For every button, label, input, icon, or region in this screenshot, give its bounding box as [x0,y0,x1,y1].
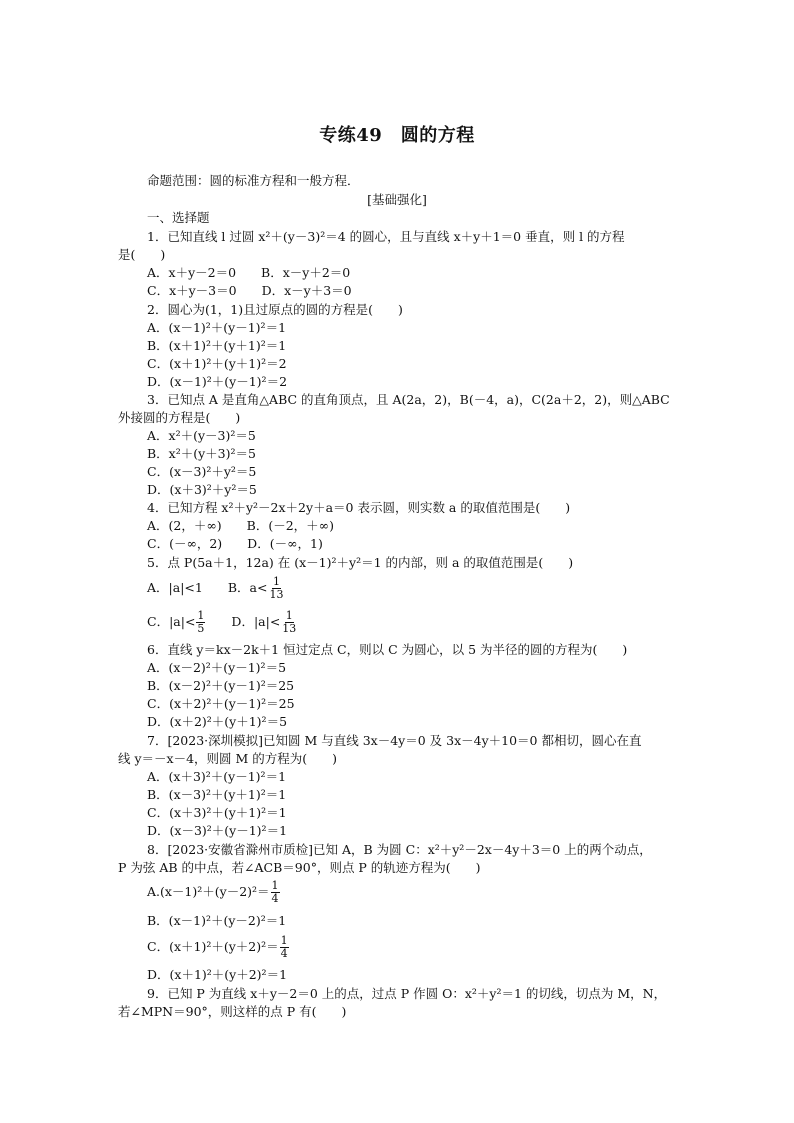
fraction-numerator: 1 [272,575,280,588]
fraction-1-4 [280,935,289,960]
fraction-1-13 [281,610,297,635]
q6-option-c: C．(x＋2)²＋(y－1)²＝25 [147,696,295,711]
fraction-denominator: 5 [197,622,205,635]
q7-option-a: A．(x＋3)²＋(y－1)²＝1 [147,769,287,784]
question-1-cont: 是( ) [118,247,166,262]
q3-option-c: C．(x－3)²＋y²＝5 [147,464,257,479]
q7-option-b: B．(x－3)²＋(y＋1)²＝1 [147,787,287,802]
fraction-denominator: 4 [280,947,288,960]
question-2: 2．圆心为(1，1)且过原点的圆的方程是( ) [147,302,403,317]
fraction-numerator: 1 [271,879,279,892]
question-8-cont: P 为弦 AB 的中点，若∠ACB＝90°，则点 P 的轨迹方程为( ) [118,860,481,875]
q3-option-d: D．(x＋3)²＋y²＝5 [147,482,257,497]
q4-options-cd: C．(－∞，2) D．(－∞，1) [147,536,323,551]
scope-line: 命题范围：圆的标准方程和一般方程． [147,173,360,188]
question-6: 6．直线 y＝kx－2k＋1 恒过定点 C，则以 C 为圆心，以 5 为半径的圆的方程为( ) [147,642,628,657]
question-3: 3．已知点 A 是直角△ABC 的直角顶点，且 A(2a，2)，B(－4，a)，C(2a＋2，2)，则△ABC [147,392,670,407]
q8-option-c-text: C．(x＋1)²＋(y＋2)²＝ [147,939,279,954]
q1-options-cd: C．x＋y－3＝0 D．x－y＋3＝0 [147,283,352,298]
q7-option-c: C．(x＋3)²＋(y＋1)²＝1 [147,805,287,820]
q6-option-d: D．(x＋2)²＋(y＋1)²＝5 [147,714,288,729]
question-1: 1．已知直线 l 过圆 x²＋(y－3)²＝4 的圆心，且与直线 x＋y＋1＝0 垂直，则 l 的方程 [147,229,625,244]
q5-option-d-text: D．|a|< [206,614,281,629]
q6-option-b: B．(x－2)²＋(y－1)²＝25 [147,678,295,693]
q5-option-c-text: C．|a|< [147,614,196,629]
part-heading: 一、选择题 [147,210,210,225]
q5-options-cd [147,610,298,635]
q8-option-a-text: A.(x－1)²＋(y－2)²＝ [147,884,270,899]
q2-option-b: B．(x＋1)²＋(y＋1)²＝1 [147,338,287,353]
q1-options-ab: A．x＋y－2＝0 B．x－y＋2＝0 [147,265,351,280]
fraction-denominator: 13 [282,622,297,635]
question-7: 7．[2023·深圳模拟]已知圆 M 与直线 3x－4y＝0 及 3x－4y＋10＝0 都相切，圆心在直 [147,733,642,748]
fraction-1-5 [196,610,205,635]
fraction-numerator: 1 [197,609,205,622]
q7-option-d: D．(x－3)²＋(y－1)²＝1 [147,823,288,838]
question-9: 9．已知 P 为直线 x＋y－2＝0 上的点，过点 P 作圆 O：x²＋y²＝1 的切线，切点为 M，N， [147,986,667,1001]
question-5: 5．点 P(5a＋1，12a) 在 (x－1)²＋y²＝1 的内部，则 a 的取值范围是( ) [147,555,574,570]
page-title: 专练49 圆的方程 [319,125,475,146]
q6-option-a: A．(x－2)²＋(y－1)²＝5 [147,660,287,675]
fraction-1-4 [271,880,280,905]
q3-option-b: B．x²＋(y＋3)²＝5 [147,446,256,461]
fraction-denominator: 4 [271,892,279,905]
q8-option-c [147,935,290,960]
fraction-numerator: 1 [285,609,293,622]
q8-option-d: D．(x＋1)²＋(y＋2)²＝1 [147,967,288,982]
section-heading: [基础强化] [367,192,427,207]
q4-options-ab: A．(2，＋∞) B．(－2，＋∞) [147,518,334,533]
fraction-numerator: 1 [280,934,288,947]
q5-option-ab-text: A．|a|<1 B．a< [147,580,268,595]
question-4: 4．已知方程 x²＋y²－2x＋2y＋a＝0 表示圆，则实数 a 的取值范围是( ) [147,500,571,515]
q2-option-c: C．(x＋1)²＋(y＋1)²＝2 [147,356,287,371]
question-7-cont: 线 y＝－x－4，则圆 M 的方程为( ) [118,751,338,766]
question-9-cont: 若∠MPN＝90°，则这样的点 P 有( ) [118,1004,347,1019]
q5-options-ab [147,576,285,601]
q2-option-a: A．(x－1)²＋(y－1)²＝1 [147,320,287,335]
q3-option-a: A．x²＋(y－3)²＝5 [147,428,256,443]
q8-option-a [147,880,281,905]
fraction-1-13 [268,576,284,601]
q8-option-b: B．(x－1)²＋(y－2)²＝1 [147,913,287,928]
question-3-cont: 外接圆的方程是( ) [118,410,241,425]
question-8: 8．[2023·安徽省滁州市质检]已知 A，B 为圆 C：x²＋y²－2x－4y＋3＝0 上的两个动点， [147,842,652,857]
q2-option-d: D．(x－1)²＋(y－1)²＝2 [147,374,288,389]
fraction-denominator: 13 [269,588,284,601]
